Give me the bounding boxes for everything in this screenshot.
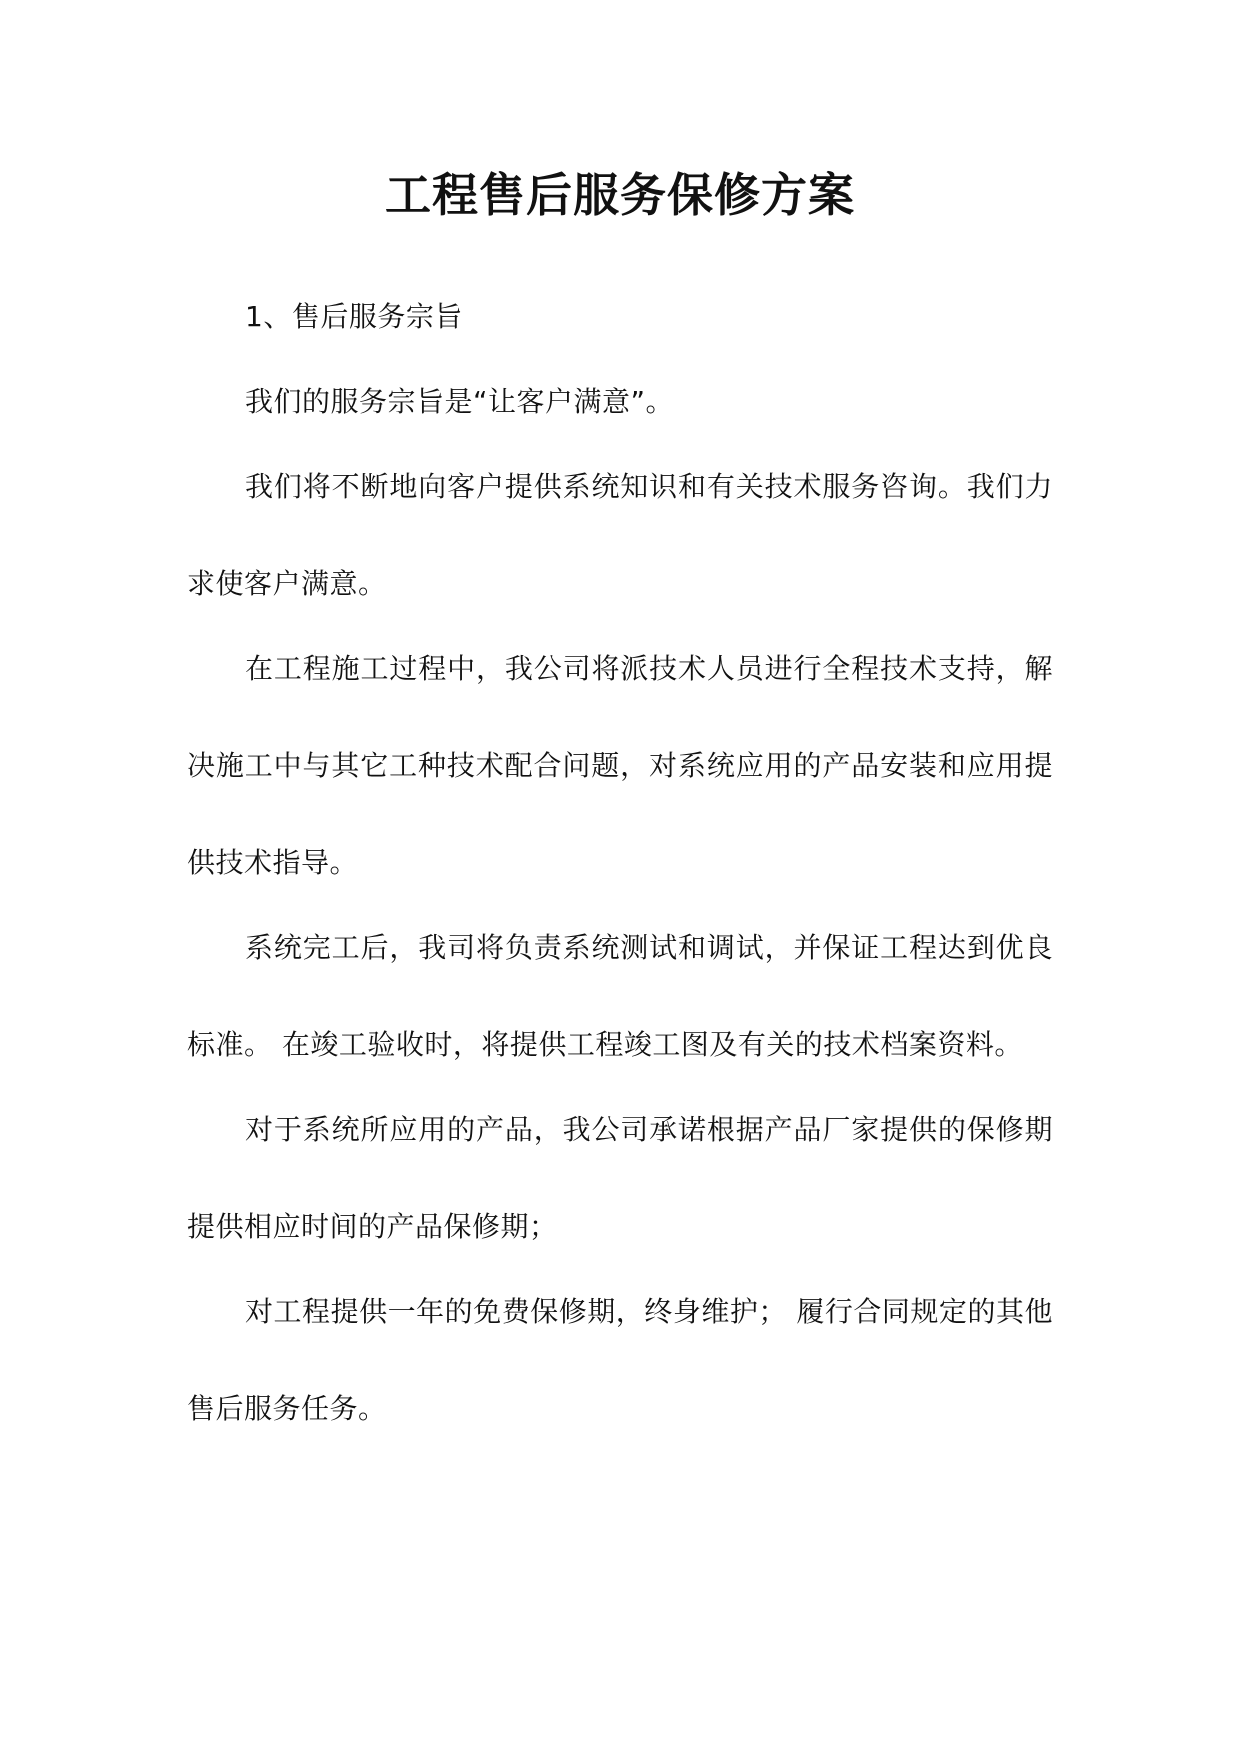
paragraph-free-warranty: 对工程提供一年的免费保修期，终身维护； 履行合同规定的其他售后服务任务。 [187, 1295, 1053, 1425]
document-title: 工程售后服务保修方案 [385, 168, 855, 222]
paragraph-testing-acceptance: 系统完工后，我司将负责系统测试和调试，并保证工程达到优良标准。 在竣工验收时，将提供工程竣工图及有关的技术档案资料。 [187, 931, 1053, 1061]
paragraph-product-warranty: 对于系统所应用的产品，我公司承诺根据产品厂家提供的保修期提供相应时间的产品保修期； [187, 1113, 1053, 1243]
section-heading: 1、售后服务宗旨 [245, 300, 463, 333]
paragraph-construction-support: 在工程施工过程中，我公司将派技术人员进行全程技术支持，解决施工中与其它工种技术配合问题，对系统应用的产品安装和应用提供技术指导。 [187, 652, 1053, 879]
paragraph-service-purpose: 我们的服务宗旨是“让客户满意”。 [245, 385, 675, 418]
paragraph-consulting: 我们将不断地向客户提供系统知识和有关技术服务咨询。我们力求使客户满意。 [187, 470, 1053, 600]
document-body [187, 268, 1053, 1457]
